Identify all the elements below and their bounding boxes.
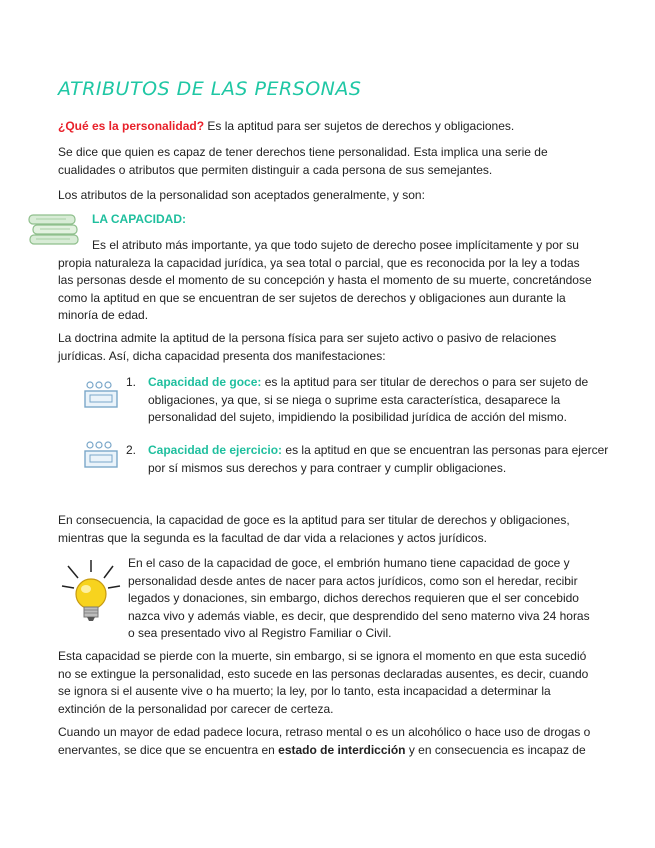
list-text: es la aptitud para ser titular de derechos o para ser sujeto de obligaciones, ya que, si se niega o suprime esta característica, desaparece la personalidad del sujeto, impidiendo la posibilidad jurídica de acción del mismo. (148, 375, 589, 424)
list-term: Capacidad de goce: (148, 375, 262, 389)
paragraph-8 (58, 724, 598, 759)
paragraph-5: En consecuencia, la capacidad de goce es la aptitud para ser titular de derechos y obligaciones, mientras que la segunda es la facultad de dar vida a relaciones y actos jurídicos. (58, 513, 570, 545)
paragraph-1: Se dice que quien es capaz de tener derechos tiene personalidad. Esta implica una serie de cualidades o atributos que permiten distinguir a cada persona de sus semejantes. (58, 145, 548, 177)
paragraph-8-bold: estado de interdicción (278, 742, 406, 757)
paragraph-6: En el caso de la capacidad de goce, el embrión humano tiene capacidad de goce y personalidad desde antes de nacer para actos jurídicos, como son el heredar, recibir legados y donaciones, sin embargo, dichos derechos requieren que el ser concebido nazca vivo y además viable, es decir, que desprendido del seno materno viva 24 horas o sea presentado vivo al Registro Familiar o Civil. (128, 556, 590, 640)
paragraph-3-rest: propia naturaleza la capacidad jurídica, ya sea total o parcial, que es reconocida por la ley a todas las personas desde el momento de su concepción y hasta el momento de su muerte, concretándose como la aptitud en que se encuentran de ser sujetos de derechos y obligaciones aun durante la minoría de edad. (58, 255, 592, 322)
question-answer: Es la aptitud para ser sujetos de derechos y obligaciones. (204, 119, 515, 133)
tray-icon (82, 440, 126, 472)
lightbulb-icon (58, 558, 124, 630)
question-paragraph (58, 118, 598, 136)
tray-icon (82, 380, 126, 412)
list-item (126, 374, 618, 427)
list-number: 2. (126, 443, 137, 457)
paragraph-8-end: y en consecuencia es incapaz de (405, 742, 586, 757)
paragraph-2: Los atributos de la personalidad son aceptados generalmente, y son: (58, 188, 425, 202)
question-label: ¿Qué es la personalidad? (58, 119, 205, 133)
paragraph-3-indent: Es el atributo más importante, ya que todo sujeto de derecho posee implícitamente y por su (92, 238, 579, 252)
section-capacidad-heading: LA CAPACIDAD: (92, 212, 186, 226)
list-item (126, 442, 618, 477)
paragraph-4: La doctrina admite la aptitud de la persona física para ser sujeto activo o pasivo de relaciones jurídicas. Así, dicha capacidad presenta dos manifestaciones: (58, 331, 557, 363)
list-term: Capacidad de ejercicio: (148, 443, 283, 457)
paragraph-7: Esta capacidad se pierde con la muerte, sin embargo, si se ignora el momento en que esta sucedió no se extingue la personalidad, esto sucede en las personas declaradas ausentes, es decir, cuando se ignora si el ausente vive o ha muerto; la ley, por lo tanto, esta incapacidad a determinar la extinción de la personalidad por carecer de certeza. (58, 649, 589, 716)
paragraph-8-start: Cuando un mayor de edad padece locura, retraso mental o es un alcohólico o hace uso de drogas o enervantes, se dice que se encuentra en (58, 725, 591, 757)
list-number: 1. (126, 375, 137, 389)
list-text: es la aptitud en que se encuentran las personas para ejercer por sí mismos sus derechos y para contraer y cumplir obligaciones. (148, 443, 609, 475)
books-icon (26, 207, 84, 247)
page-title: ATRIBUTOS DE LAS PERSONAS (58, 78, 362, 100)
